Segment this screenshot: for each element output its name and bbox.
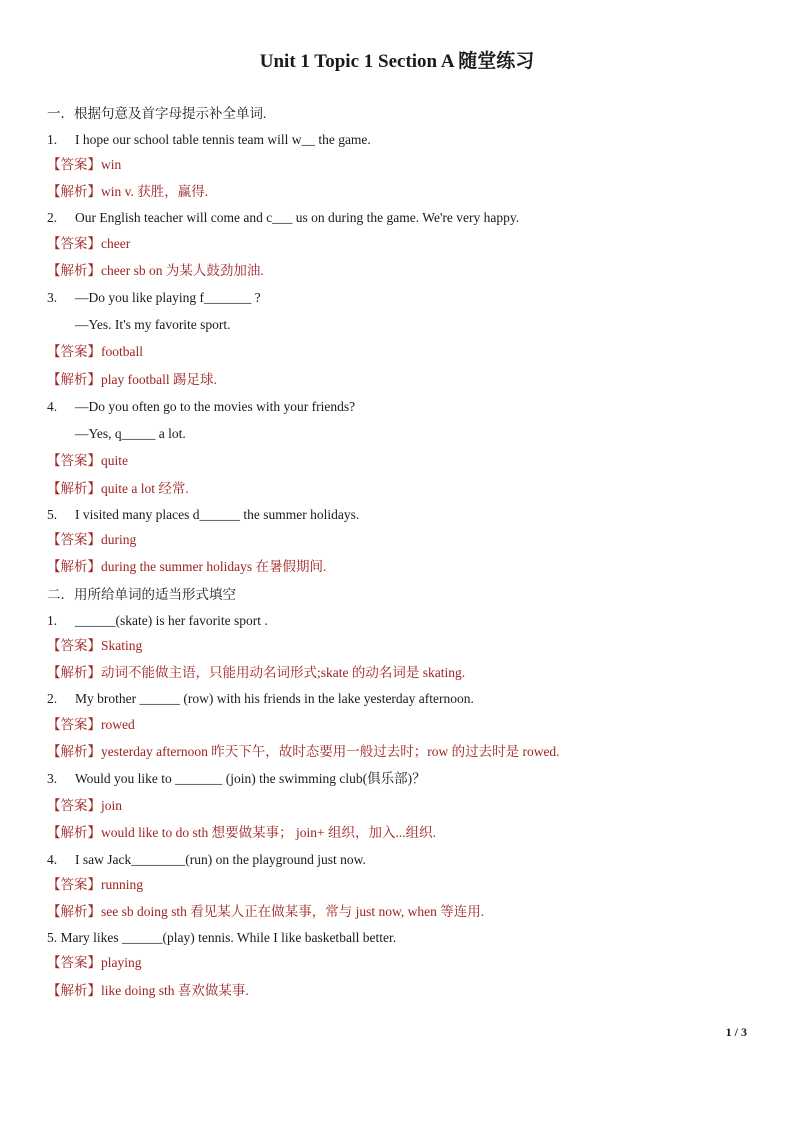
question: 3. —Do you like playing f_______ ? — [47, 290, 261, 305]
question: 4. —Do you often go to the movies with your friends? — [47, 399, 356, 414]
answer-line: 【答案】win — [47, 157, 122, 172]
answer-line: 【答案】during — [47, 532, 137, 547]
explanation-line: 【解析】动词不能做主语，只能用动名词形式;skate 的动名词是 skating. — [47, 665, 466, 680]
answer-line: 【答案】Skating — [47, 638, 143, 653]
explanation-line: 【解析】cheer sb on 为某人鼓劲加油. — [47, 263, 264, 278]
explanation-line: 【解析】win v. 获胜，赢得. — [47, 184, 209, 199]
question-reply: —Yes, q_____ a lot. — [75, 426, 186, 441]
question: 3. Would you like to _______ (join) the swimming club(俱乐部)？ — [47, 771, 426, 786]
answer-line: 【答案】quite — [47, 453, 128, 468]
question: 2. My brother ______ (row) with his friends in the lake yesterday afternoon. — [47, 691, 474, 706]
explanation-line: 【解析】yesterday afternoon 昨天下午，故时态要用一般过去时；row 的过去时是 rowed. — [47, 744, 560, 759]
question: 2. Our English teacher will come and c___ us on during the game. We're very happy. — [47, 210, 520, 225]
section-heading: 二．用所给单词的适当形式填空 — [47, 587, 236, 602]
answer-line: 【答案】football — [47, 344, 143, 359]
explanation-line: 【解析】during the summer holidays 在暑假期间. — [47, 559, 327, 574]
explanation-line: 【解析】quite a lot 经常. — [47, 481, 189, 496]
answer-line: 【答案】playing — [47, 955, 142, 970]
answer-line: 【答案】cheer — [47, 236, 131, 251]
explanation-line: 【解析】would like to do sth 想要做某事； join+ 组织，加入...组织. — [47, 825, 436, 840]
explanation-line: 【解析】see sb doing sth 看见某人正在做某事，常与 just now, when 等连用. — [47, 904, 485, 919]
answer-line: 【答案】rowed — [47, 717, 135, 732]
question: 1. I hope our school table tennis team will w__ the game. — [47, 132, 371, 147]
answer-line: 【答案】join — [47, 798, 123, 813]
question: 1. ______(skate) is her favorite sport . — [47, 613, 268, 628]
question: 4. I saw Jack________(run) on the playground just now. — [47, 852, 366, 867]
answer-line: 【答案】running — [47, 877, 143, 892]
question: 5. I visited many places d______ the summer holidays. — [47, 507, 360, 522]
page-title: Unit 1 Topic 1 Section A 随堂练习 — [259, 51, 535, 72]
explanation-line: 【解析】play football 踢足球. — [47, 372, 217, 387]
question: 5. Mary likes ______(play) tennis. While I like basketball better. — [47, 930, 397, 945]
question-reply: —Yes. It's my favorite sport. — [75, 317, 231, 332]
section-heading: 一．根据句意及首字母提示补全单词. — [47, 106, 267, 121]
explanation-line: 【解析】like doing sth 喜欢做某事. — [47, 983, 249, 998]
page-number: 1 / 3 — [725, 1025, 747, 1039]
